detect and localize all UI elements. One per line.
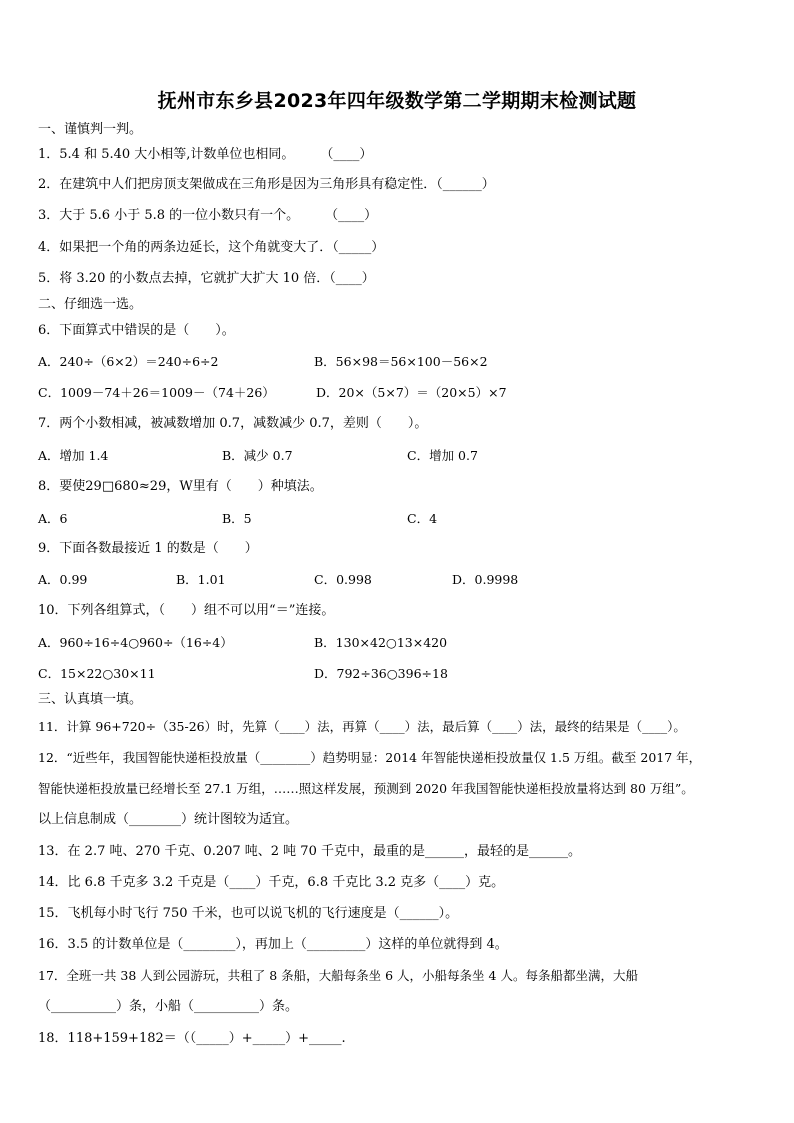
question-8-option-a: A．6 <box>38 511 68 526</box>
question-6-option-c: C．1009－74＋26＝1009－（74＋26） <box>38 385 275 400</box>
section-heading-1: 一、谨慎判一判。 <box>38 122 143 137</box>
question-10-option-d: D．792÷36○396÷18 <box>314 666 448 681</box>
question-17-line-2: （__________）条，小船（__________）条。 <box>38 999 299 1014</box>
question-3: 3．大于 5.6 小于 5.8 的一位小数只有一个。 （____） <box>38 208 378 223</box>
question-5: 5．将 3.20 的小数点去掉，它就扩大扩大 10 倍．（____） <box>38 271 375 286</box>
question-8-option-c: C．4 <box>407 511 438 526</box>
question-12-line-3: 以上信息制成（________）统计图较为适宜。 <box>38 812 299 827</box>
question-6-option-b: B．56×98＝56×100－56×2 <box>314 354 488 369</box>
question-10-option-b: B．130×42○13×420 <box>314 635 448 650</box>
question-6-option-a: A．240÷（6×2）＝240÷6÷2 <box>38 354 219 369</box>
question-12-line-2: 智能快递柜投放量已经增长至 27.1 万组，……照这样发展，预测到 2020 年我国智能快递柜投放量将达到 80 万组”。 <box>38 781 694 796</box>
question-10-option-a: A．960÷16÷4○960÷（16÷4） <box>38 635 233 650</box>
question-9-option-a: A．0.99 <box>38 572 88 587</box>
question-10-option-c: C．15×22○30×11 <box>38 666 156 681</box>
question-16: 16．3.5 的计数单位是（________），再加上（_________）这样的单位就得到 4。 <box>38 937 508 952</box>
question-10: 10．下列各组算式，（ ）组不可以用“＝”连接。 <box>38 603 335 618</box>
question-12-line-1: 12．“近些年，我国智能快递柜投放量（________）趋势明显：2014 年智能快递柜投放量仅 1.5 万组。截至 2017 年， <box>38 750 702 765</box>
question-9-option-d: D．0.9998 <box>452 572 519 587</box>
question-8-option-b: B．5 <box>222 511 252 526</box>
question-18: 18．118+159+182＝（（_____）+_____）+_____. <box>38 1031 346 1046</box>
question-2: 2．在建筑中人们把房顶支架做成在三角形是因为三角形具有稳定性．（______） <box>38 177 495 192</box>
question-17-line-1: 17．全班一共 38 人到公园游玩，共租了 8 条船，大船每条坐 6 人，小船每条坐 4 人。每条船都坐满，大船 <box>38 968 638 983</box>
question-4: 4．如果把一个角的两条边延长，这个角就变大了．（_____） <box>38 240 385 255</box>
question-7-option-c: C．增加 0.7 <box>407 448 478 463</box>
question-6-option-d: D．20×（5×7）＝（20×5）×7 <box>316 385 507 400</box>
question-13: 13．在 2.7 吨、270 千克、0.207 吨、2 吨 70 千克中，最重的是______，最轻的是______。 <box>38 844 581 859</box>
question-11: 11．计算 96+720÷（35-26）时，先算（____）法，再算（____）法，最后算（____）法，最终的结果是（____）。 <box>38 719 686 734</box>
question-1: 1．5.4 和 5.40 大小相等,计数单位也相同。 （____） <box>38 147 373 162</box>
question-6: 6．下面算式中错误的是（ ）。 <box>38 323 235 338</box>
question-7: 7．两个小数相减，被减数增加 0.7，减数减少 0.7，差则（ ）。 <box>38 416 428 431</box>
question-7-option-b: B．减少 0.7 <box>222 448 293 463</box>
question-9: 9．下面各数最接近 1 的数是（ ） <box>38 541 258 556</box>
question-7-option-a: A．增加 1.4 <box>38 448 109 463</box>
question-8: 8．要使29□680≈29，W里有（ ）种填法。 <box>38 479 323 494</box>
question-15: 15．飞机每小时飞行 750 千米，也可以说飞机的飞行速度是（______）。 <box>38 906 459 921</box>
section-heading-2: 二、仔细选一选。 <box>38 297 143 312</box>
question-14: 14．比 6.8 千克多 3.2 千克是（____）千克，6.8 千克比 3.2 克多（____）克。 <box>38 875 505 890</box>
question-9-option-c: C．0.998 <box>314 572 372 587</box>
question-9-option-b: B．1.01 <box>176 572 226 587</box>
section-heading-3: 三、认真填一填。 <box>38 692 143 707</box>
page-title: 抚州市东乡县2023年四年级数学第二学期期末检测试题 <box>157 90 637 112</box>
